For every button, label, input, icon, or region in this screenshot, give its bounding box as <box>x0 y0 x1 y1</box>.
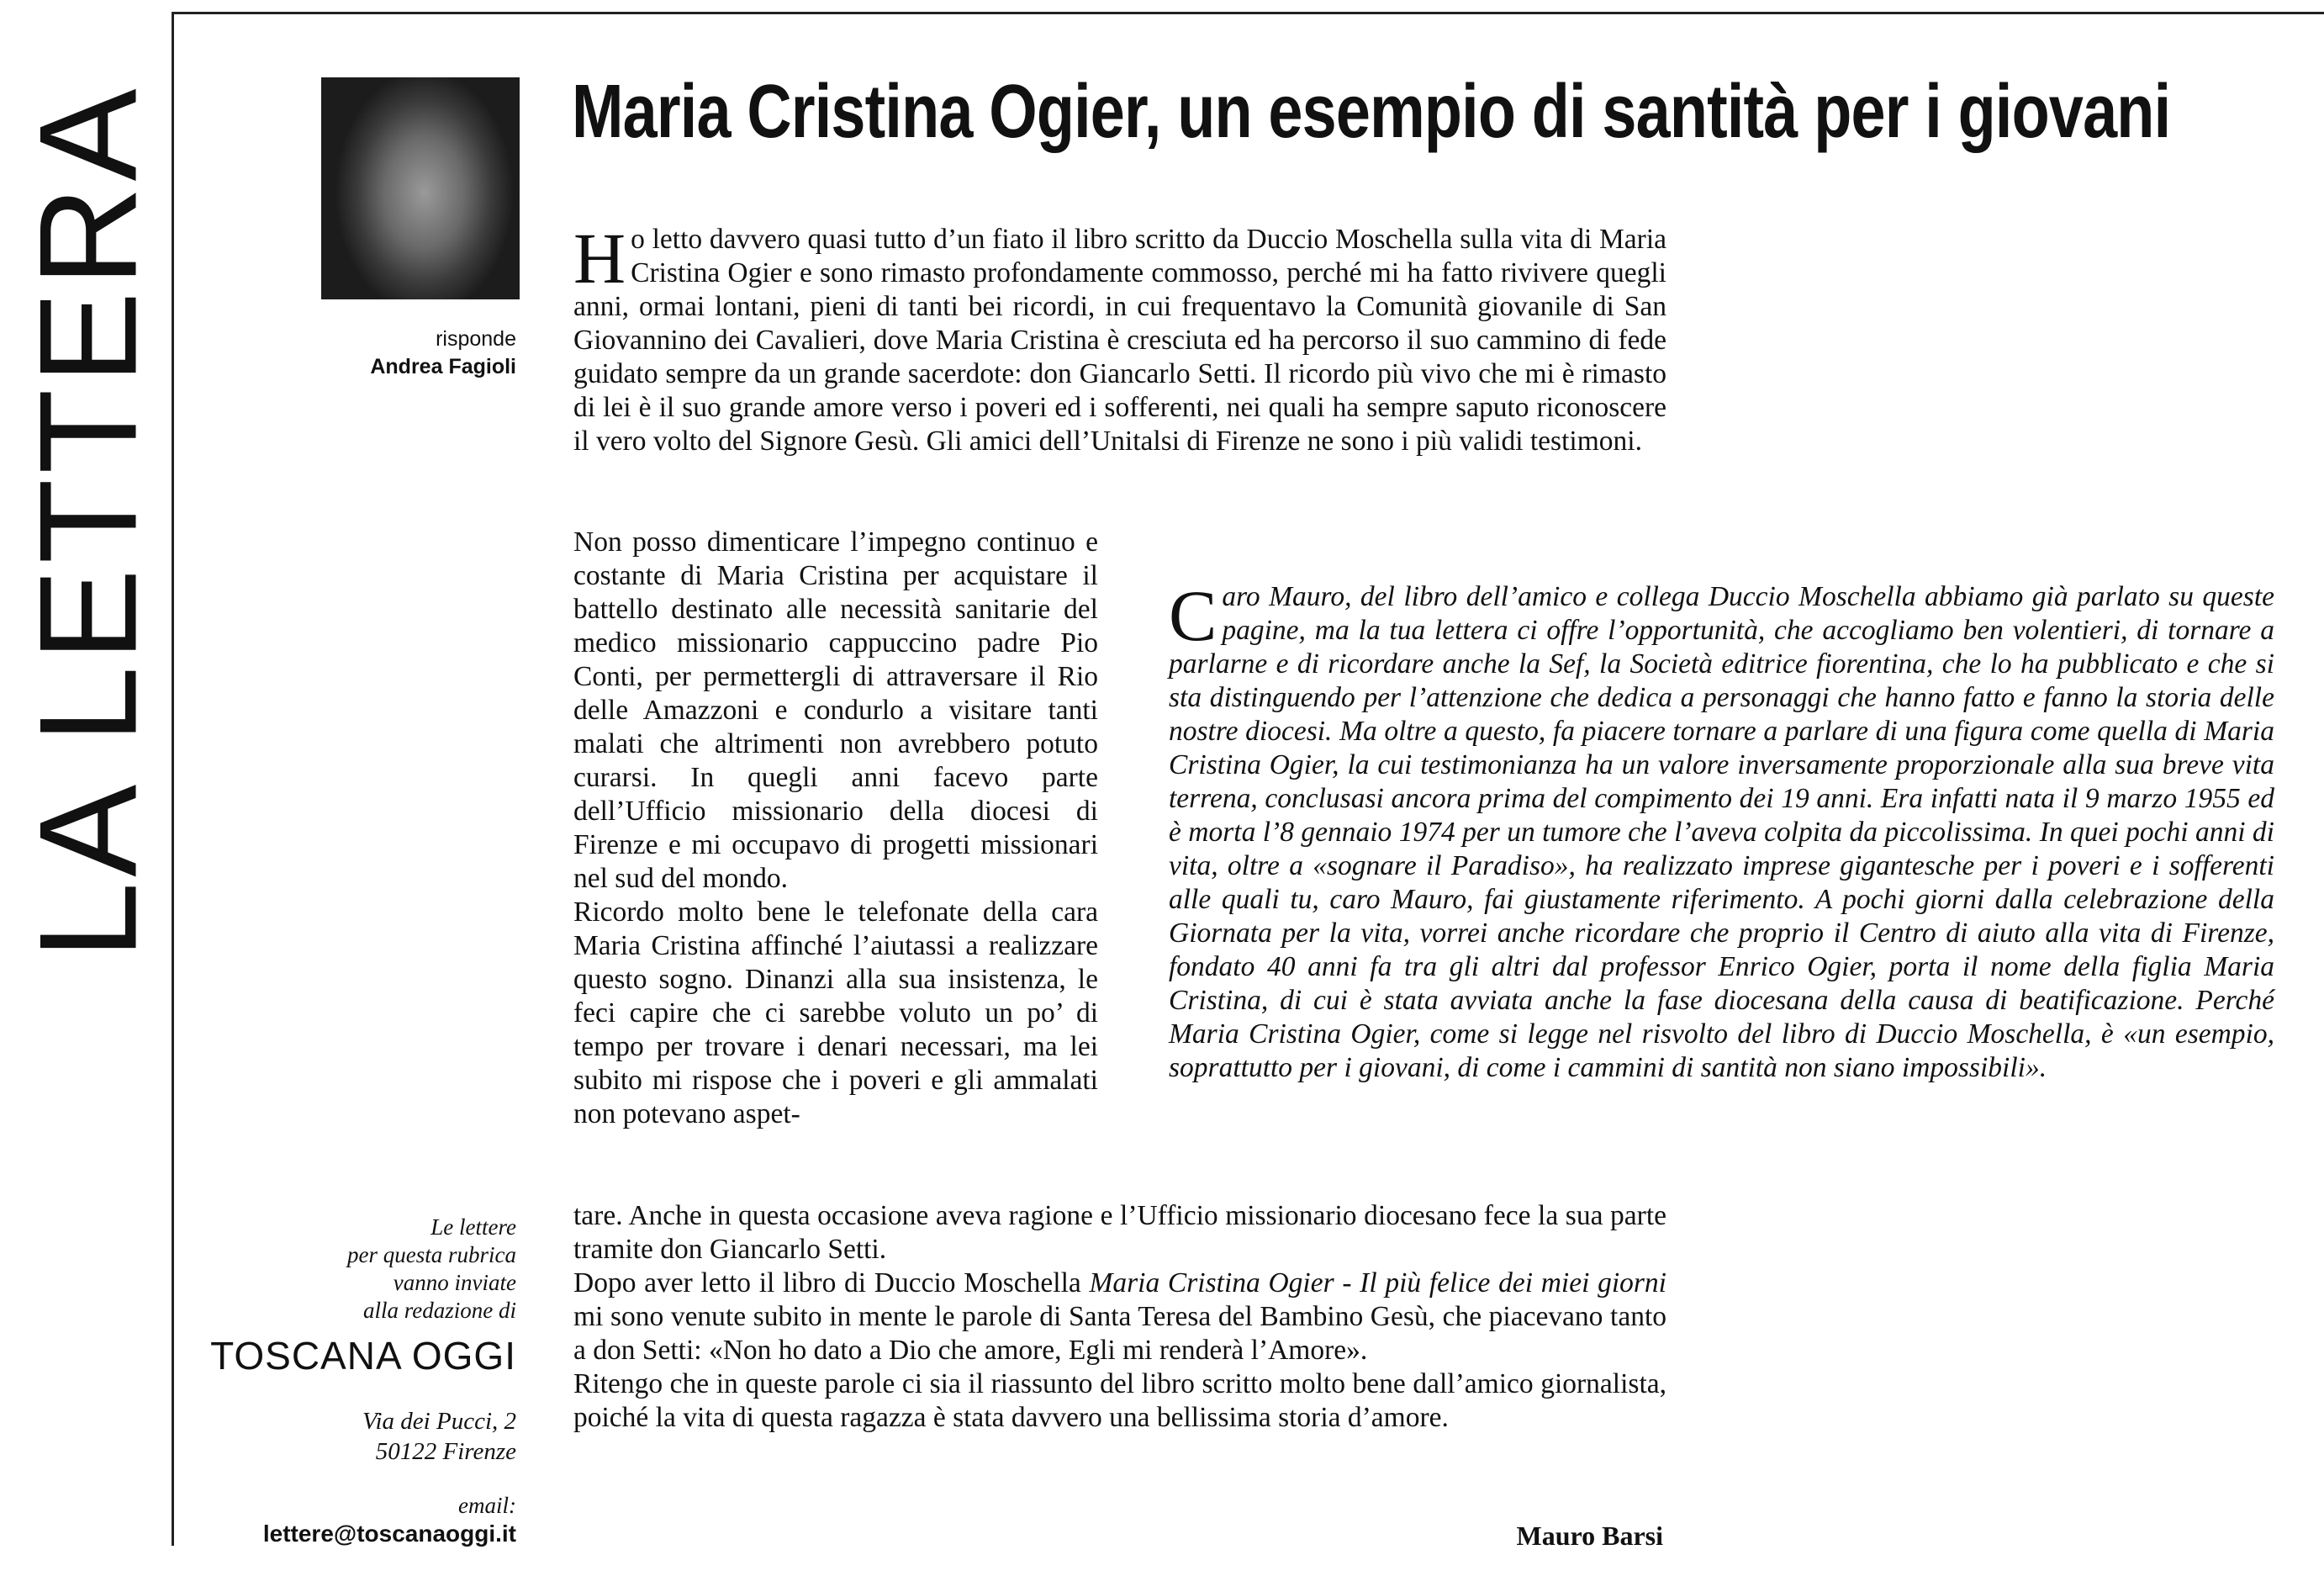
letter-closing <box>573 1199 1666 1435</box>
letter-paragraph: Ritengo che in queste parole ci sia il riassunto del libro scritto molto bene dall’amico giornalista, poiché la vita di questa ragazza è stata davvero una bellissima storia d’amore. <box>573 1368 1666 1433</box>
letter-opening-text: o letto davvero quasi tutto d’un fiato il libro scritto da Duccio Moschella sulla vita di Maria Cristina Ogier e sono rimasto profondamente commosso, perché mi ha fatto rivivere quegli anni, ormai lontani, pieni di tanti bei ricordi, in cui frequentavo la Comunità giovanile di San Giovannino dei Cavalieri, dove Maria Cristina è cresciuta ed ha percorso il suo cammino di fede guidato sempre da un grande sacerdote: don Giancarlo Setti. Il ricordo più vivo che mi è rimasto di lei è il suo grande amore verso i poveri ed i sofferenti, nei quali ha sempre saputo riconoscere il vero volto del Signore Gesù. Gli amici dell’Unitalsi di Firenze ne sono i più validi testimoni. <box>573 224 1666 457</box>
headline: Maria Cristina Ogier, un esempio di santità per i giovani <box>572 70 2171 154</box>
letter-left-column <box>573 526 1098 1131</box>
letter-opening <box>573 218 1666 458</box>
left-rule <box>172 12 174 1546</box>
responder-credit <box>370 325 516 381</box>
letter-paragraph: Ricordo molto bene le telefonate della cara Maria Cristina affinché l’aiutassi a realizzare questo sogno. Dinanzi alla sua insistenza, le feci capire che ci sarebbe voluto un po’ di tempo per trovare i denari necessari, ma lei subito mi rispose che i poveri e gli ammalati non potevano aspet- <box>573 896 1098 1129</box>
reply-dropcap: C <box>1169 575 1217 656</box>
letter-paragraph: Dopo aver letto il libro di Duccio Moschella Maria Cristina Ogier - Il più felice dei miei giorni mi sono venute subito in mente le parole di Santa Teresa del Bambino Gesù, che piacevano tanto a don Setti: «Non ho dato a Dio che amore, Egli mi renderà l’Amore». <box>573 1267 1666 1366</box>
responder-name: Andrea Fagioli <box>370 355 516 378</box>
top-rule <box>172 12 2324 14</box>
letter-signature: Mauro Barsi <box>1516 1521 1663 1551</box>
publication-name: TOSCANA OGGI <box>210 1334 516 1378</box>
email-label: email: <box>458 1493 516 1518</box>
book-title: Maria Cristina Ogier - Il più felice dei miei giorni <box>1089 1267 1666 1298</box>
responder-label: risponde <box>436 327 516 351</box>
letter-paragraph: Non posso dimenticare l’impegno continuo e costante di Maria Cristina per acquistare il battello destinato alle necessità sanitarie del medico missionario cappuccino padre Pio Conti, per permettergli di attraversare il Rio delle Amazzoni e condurlo a visitare tanti malati che altrimenti non avrebbero potuto curarsi. In quegli anni facevo parte dell’Ufficio missionario della diocesi di Firenze e mi occupavo di progetti missionari nel sud del mondo. <box>573 526 1098 894</box>
section-title: LA LETTERA <box>10 83 166 960</box>
postal-address: Via dei Pucci, 2 50122 Firenze <box>362 1408 516 1465</box>
letter-paragraph: tare. Anche in questa occasione aveva ragione e l’Ufficio missionario diocesano fece la sua parte tramite don Giancarlo Setti. <box>573 1200 1666 1265</box>
submission-info: Le lettere per questa rubrica vanno inviate alla redazione di <box>347 1214 516 1323</box>
author-photo <box>321 77 520 299</box>
email-address[interactable]: lettere@toscanaoggi.it <box>262 1521 516 1547</box>
editor-reply <box>1169 575 2274 1085</box>
reply-text: aro Mauro, del libro dell’amico e collega Duccio Moschella abbiamo già parlato su queste pagine, ma la tua lettera ci offre l’opportunità, che accogliamo ben volentieri, di tornare a parlarne e di ricordare anche la Sef, la Società editrice fiorentina, che lo ha pubblicato e che si sta distinguendo per l’attenzione che dedica a personaggi che hanno fatto e fanno la storia delle nostre diocesi. Ma oltre a questo, fa piacere tornare a parlare di una figura come quella di Maria Cristina Ogier, la cui testimonianza ha un valore inversamente proporzionale alla sua breve vita terrena, conclusasi ancora prima del compimento dei 19 anni. Era infatti nata il 9 marzo 1955 ed è morta l’8 gennaio 1974 per un tumore che l’aveva colpita da piccolissima. In quei pochi anni di vita, oltre a «sognare il Paradiso», ha realizzato imprese gigantesche per i poveri e i sofferenti alle quali tu, caro Mauro, fai giustamente riferimento. A pochi giorni dalla celebrazione della Giornata per la vita, vorrei anche ricordare che proprio il Centro di aiuto alla vita di Firenze, fondato 40 anni fa tra gli altri dal professor Enrico Ogier, porta il nome della figlia Maria Cristina, di cui è stata avviata anche la fase diocesana della causa di beatificazione. Perché Maria Cristina Ogier, come si legge nel risvolto del libro di Duccio Moschella, è «un esempio, soprattutto per i giovani, di come i cammini di santità non siano impossibili». <box>1169 581 2274 1083</box>
letter-dropcap: H <box>573 218 626 299</box>
